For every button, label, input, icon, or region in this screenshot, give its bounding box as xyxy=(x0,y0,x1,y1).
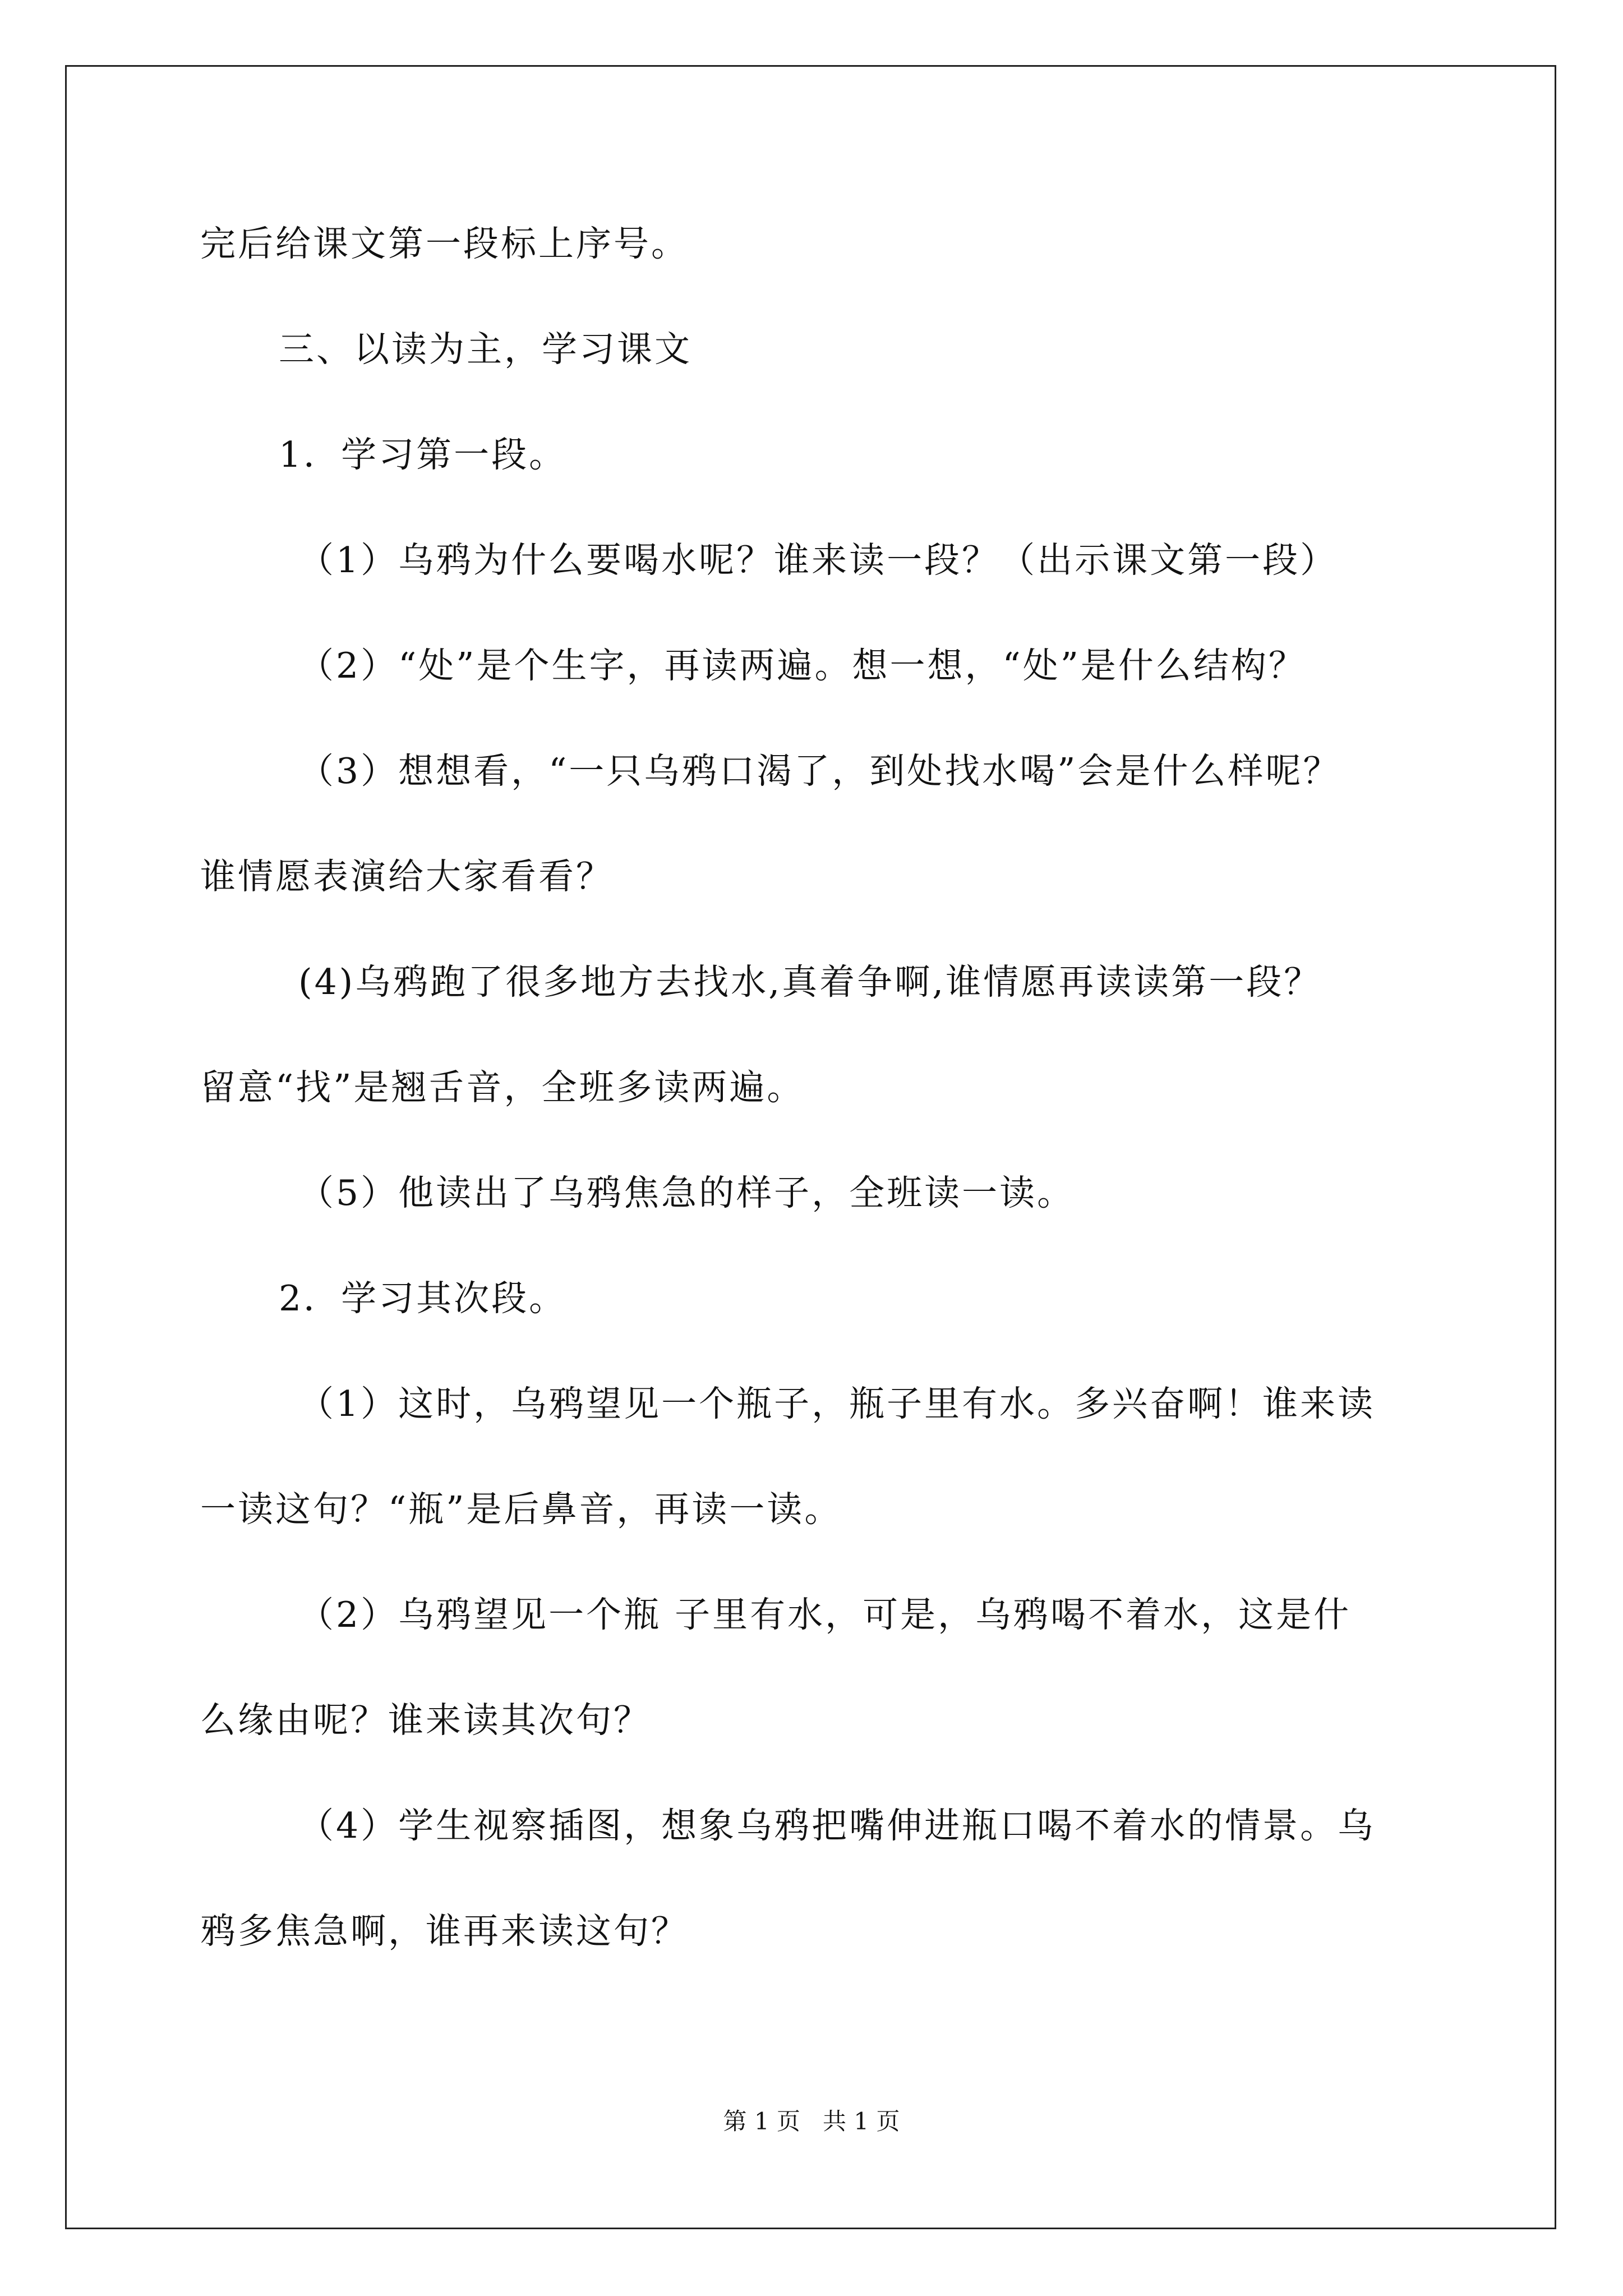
paragraph-line: 么缘由呢？谁来读其次句？ xyxy=(200,1700,651,1741)
paragraph-line: （2）乌鸦望见一个瓶 子里有水，可是，乌鸦喝不着水，这是什 xyxy=(298,1594,1352,1635)
paragraph-line: （3）想想看，“一只乌鸦口渴了，到处找水喝”会是什么样呢？ xyxy=(298,751,1341,792)
page-footer: 第 1 页 共 1 页 xyxy=(723,2108,900,2135)
paragraph-line: （5）他读出了乌鸦焦急的样子，全班读一读。 xyxy=(298,1172,1075,1213)
subsection-heading: 1．学习第一段。 xyxy=(279,434,567,475)
paragraph-line: （1）乌鸦为什么要喝水呢？谁来读一段？（出示课文第一段） xyxy=(298,540,1338,581)
paragraph-line: （4）学生视察插图，想象乌鸦把嘴伸进瓶口喝不着水的情景。乌 xyxy=(298,1805,1376,1846)
paragraph-line: 一读这句？“瓶”是后鼻音，再读一读。 xyxy=(200,1489,842,1530)
paragraph-line: 留意“找”是翘舌音，全班多读两遍。 xyxy=(200,1067,805,1108)
paragraph-line: 谁情愿表演给大家看看？ xyxy=(200,856,614,897)
paragraph-line: (4)乌鸦跑了很多地方去找水,真着争啊,谁情愿再读读第一段？ xyxy=(298,961,1322,1002)
page-border xyxy=(65,65,1556,2229)
paragraph-line: （1）这时，乌鸦望见一个瓶子，瓶子里有水。多兴奋啊！谁来读 xyxy=(298,1383,1376,1424)
subsection-heading: 2．学习其次段。 xyxy=(279,1278,567,1319)
paragraph-line: 鸦多焦急啊，谁再来读这句？ xyxy=(200,1911,689,1952)
paragraph-line: （2）“处”是个生字，再读两遍。想一想，“处”是什么结构？ xyxy=(298,645,1306,686)
paragraph-line: 完后给课文第一段标上序号。 xyxy=(200,223,689,264)
section-heading: 三、以读为主，学习课文 xyxy=(279,329,692,370)
